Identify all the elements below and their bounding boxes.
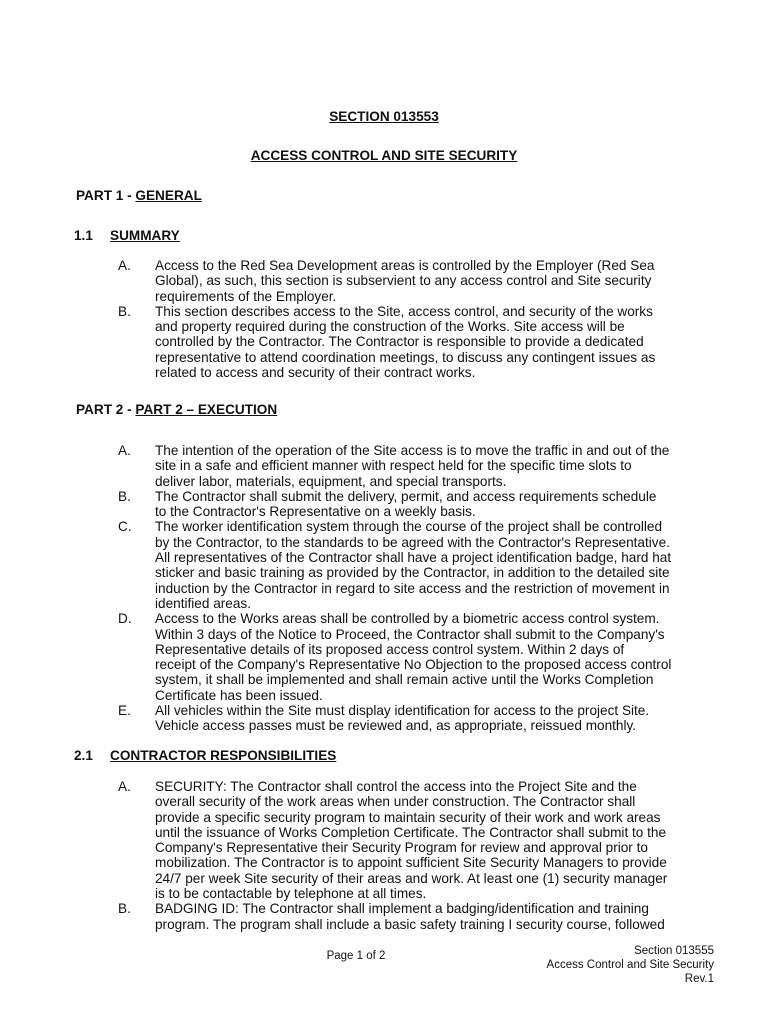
list-item [0,489,768,520]
list-item [0,443,768,489]
execution-list [0,443,768,734]
text-line: until the issuance of Works Completion Certificate. The Contractor shall submit to the [155,824,667,840]
text-line: mobilization. The Contractor is to appoint sufficient Site Security Managers to provide [155,855,667,871]
text-line: deliver labor, materials, equipment, and special transports. [155,473,507,489]
text-line: sticker and basic training as provided by the Contractor, in addition to the detailed site [155,565,670,581]
list-item-label: B. [118,901,131,917]
text-line: Company's Representative their Security Program for review and approval prior to [155,840,648,856]
text-line: overall security of the work areas when under construction. The Contractor shall [155,794,636,810]
list-item [0,901,768,932]
text-line: Certificate has been issued. [155,687,323,703]
text-line: provide a specific security program to maintain security of their work and work areas [155,809,661,825]
text-line: 24/7 per week Site security of their areas and work. At least one (1) security manager [155,870,668,886]
footer-title: Access Control and Site Security [546,959,714,971]
footer-section: Section 013555 [634,945,714,957]
list-item-text [155,489,695,520]
list-item [0,611,768,703]
list-item [0,519,768,611]
text-line: Global), as such, this section is subservient to any access control and Site security [155,273,652,289]
text-line: program. The program shall include a basic safety training I security course, followed [155,916,665,932]
text-line: controlled by the Contractor. The Contractor is responsible to provide a dedicated [155,334,644,350]
text-line: Vehicle access passes must be reviewed and, as appropriate, reissued monthly. [155,718,637,734]
text-line: system, it shall be implemented and shall remain active until the Works Completion [155,672,654,688]
list-item-label: A. [118,779,131,794]
text-line: SECURITY: The Contractor shall control the access into the Project Site and the [155,779,637,794]
text-line: receipt of the Company's Representative No Objection to the proposed access control [155,657,672,673]
list-item-text [155,443,695,489]
list-item [0,779,768,901]
text-line: All vehicles within the Site must display identification for access to the project Site. [155,703,650,719]
list-item-text [155,779,695,901]
text-line: identified areas. [155,595,251,611]
summary-list [0,258,768,380]
text-line: Representative details of its proposed access control system. Within 2 days of [155,641,625,657]
text-line: The Contractor shall submit the delivery, permit, and access requirements schedule [155,488,657,504]
list-item [0,703,768,734]
text-line: site in a safe and efficient manner with respect held for the specific time slots to [155,458,632,474]
responsibilities-list [0,779,768,932]
text-line: All representatives of the Contractor shall have a project identification badge, hard hat [155,550,672,566]
list-item-text [155,611,695,703]
text-line: is to be contactable by telephone at all times. [155,886,427,902]
section-number: SECTION 013553 [329,109,439,124]
text-line: The worker identification system through the course of the project shall be controlled [155,519,663,535]
text-line: The intention of the operation of the Site access is to move the traffic in and out of the [155,443,670,458]
list-item [0,304,768,380]
footer-section-info [547,944,714,986]
list-item-label: B. [118,488,131,504]
list-item-text [155,703,695,734]
text-line: related to access and security of their contract works. [155,365,476,381]
text-line: requirements of the Employer. [155,288,337,304]
text-line: and property required during the construction of the Works. Site access will be [155,319,625,335]
list-item-text [155,304,695,380]
text-line: Access to the Works areas shall be controlled by a biometric access control system. [155,611,660,627]
text-line: to the Contractor's Representative on a weekly basis. [155,504,476,520]
text-line: Within 3 days of the Notice to Proceed, the Contractor shall submit to the Company's [155,626,665,642]
text-line: This section describes access to the Site, access control, and security of the works [155,303,653,319]
list-item-label: D. [118,611,132,627]
text-line: representative to attend coordination meetings, to discuss any contingent issues as [155,349,656,365]
summary-heading: 1.1 SUMMARY [74,228,180,243]
list-item-label: E. [118,703,131,719]
list-item-text [155,901,695,932]
text-line: Access to the Red Sea Development areas is controlled by the Employer (Red Sea [155,258,655,273]
text-line: BADGING ID: The Contractor shall implement a badging/identification and training [155,901,649,917]
list-item-text [155,519,695,611]
list-item-text [155,258,695,304]
footer-revision: Rev.1 [684,973,714,985]
list-item-label: C. [118,519,132,535]
list-item [0,258,768,304]
list-item-label: A. [118,258,131,273]
part-1-heading: PART 1 - GENERAL [76,188,202,203]
responsibilities-heading: 2.1 CONTRACTOR RESPONSIBILITIES [74,748,337,763]
part-2-heading: PART 2 - PART 2 – EXECUTION [76,402,278,417]
text-line: induction by the Contractor in regard to site access and the restriction of movement in [155,580,670,596]
section-title: ACCESS CONTROL AND SITE SECURITY [250,148,518,163]
page-number: Page 1 of 2 [326,950,386,962]
list-item-label: B. [118,303,131,319]
text-line: by the Contractor, to the standards to be agreed with the Contractor's Representative. [155,534,670,550]
list-item-label: A. [118,443,131,458]
